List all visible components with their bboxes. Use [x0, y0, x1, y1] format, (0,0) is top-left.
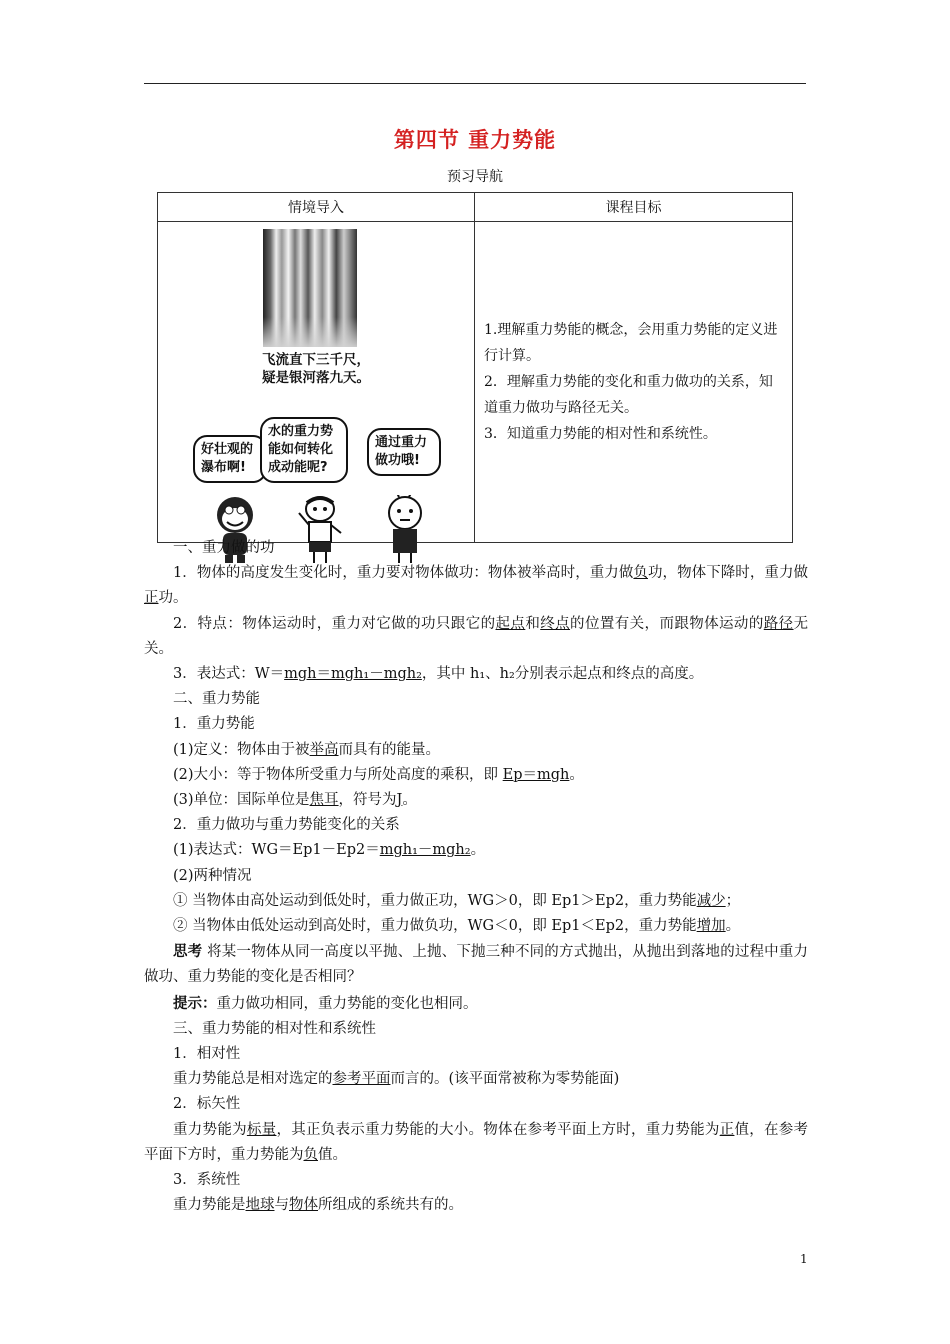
header-rule	[144, 83, 806, 84]
table-header-scene: 情境导入	[158, 193, 475, 222]
paragraph: (1)表达式：WG＝Ep1－Ep2＝mgh₁－mgh₂。	[173, 842, 486, 859]
speech-bubble-3: 通过重力做功哦!	[367, 428, 441, 476]
paragraph: (1)定义：物体由于被举高而具有的能量。	[173, 741, 441, 758]
scene-illustration	[159, 223, 473, 541]
paragraph: (2)大小：等于物体所受重力与所处高度的乘积，即 Ep＝mgh。	[173, 766, 584, 783]
page-title: 第四节 重力势能	[393, 128, 557, 152]
subheading: 2．重力做功与重力势能变化的关系	[173, 817, 400, 834]
paragraph: 重力势能是地球与物体所组成的系统共有的。	[173, 1197, 463, 1214]
section-heading-3: 三、重力势能的相对性和系统性	[173, 1020, 376, 1037]
subheading: 1．相对性	[173, 1046, 241, 1063]
preview-table	[157, 192, 793, 543]
page-number: 1	[800, 1252, 808, 1266]
subheading: 3．系统性	[173, 1172, 241, 1189]
paragraph: (3)单位：国际单位是焦耳，符号为J。	[173, 792, 417, 809]
main-content	[144, 536, 808, 1218]
paragraph: ① 当物体由高处运动到低处时，重力做正功，WG＞0，即 Ep1＞Ep2，重力势能减少；	[173, 892, 741, 909]
section-heading-2: 二、重力势能	[173, 691, 260, 708]
goal-item: 1.理解重力势能的概念，会用重力势能的定义进行计算。	[484, 322, 778, 364]
poem	[159, 351, 473, 387]
paragraph: 重力势能为标量，其正负表示重力势能的大小。物体在参考平面上方时，重力势能为正值，在参考平面下方时，重力势能为负值。	[144, 1121, 809, 1163]
hint-paragraph: 提示：重力做功相同，重力势能的变化也相同。	[173, 994, 478, 1012]
paragraph: ② 当物体由低处运动到高处时，重力做负功，WG＜0，即 Ep1＜Ep2，重力势能增加。	[173, 918, 741, 935]
poem-line: 飞流直下三千尺，	[262, 352, 370, 368]
goals-cell	[475, 222, 793, 543]
subheading: 2．标矢性	[173, 1096, 241, 1113]
table-header-goals: 课程目标	[475, 193, 793, 222]
waterfall-image	[263, 229, 357, 347]
goal-item: 3．知道重力势能的相对性和系统性。	[484, 426, 717, 442]
section-heading-1: 一、重力做的功	[173, 540, 275, 556]
goal-item: 2．理解重力势能的变化和重力做功的关系，知道重力做功与路径无关。	[484, 374, 773, 416]
poem-line: 疑是银河落九天。	[262, 370, 370, 386]
paragraph: 1．物体的高度发生变化时，重力要对物体做功：物体被举高时，重力做负功，物体下降时，重力做正功。	[144, 565, 809, 607]
paragraph: 重力势能总是相对选定的参考平面而言的。(该平面常被称为零势能面)	[173, 1071, 620, 1088]
speech-bubble-2: 水的重力势能如何转化成动能呢?	[260, 417, 348, 483]
section-subtitle: 预习导航	[447, 169, 503, 185]
paragraph: 2．特点：物体运动时，重力对它做的功只跟它的起点和终点的位置有关，而跟物体运动的路径无关。	[144, 615, 809, 657]
course-goals	[476, 317, 791, 447]
paragraph: (2)两种情况	[173, 867, 252, 884]
scene-cell	[158, 222, 475, 543]
think-paragraph: 思考 将某一物体从同一高度以平抛、上抛、下抛三种不同的方式抛出，从抛出到落地的过程中重力做功、重力势能的变化是否相同？	[144, 943, 809, 986]
paragraph: 3．表达式：W＝mgh＝mgh₁－mgh₂，其中 h₁、h₂分别表示起点和终点的高度。	[173, 666, 704, 683]
speech-bubble-1: 好壮观的瀑布啊!	[193, 435, 267, 483]
subheading: 1．重力势能	[173, 716, 255, 733]
